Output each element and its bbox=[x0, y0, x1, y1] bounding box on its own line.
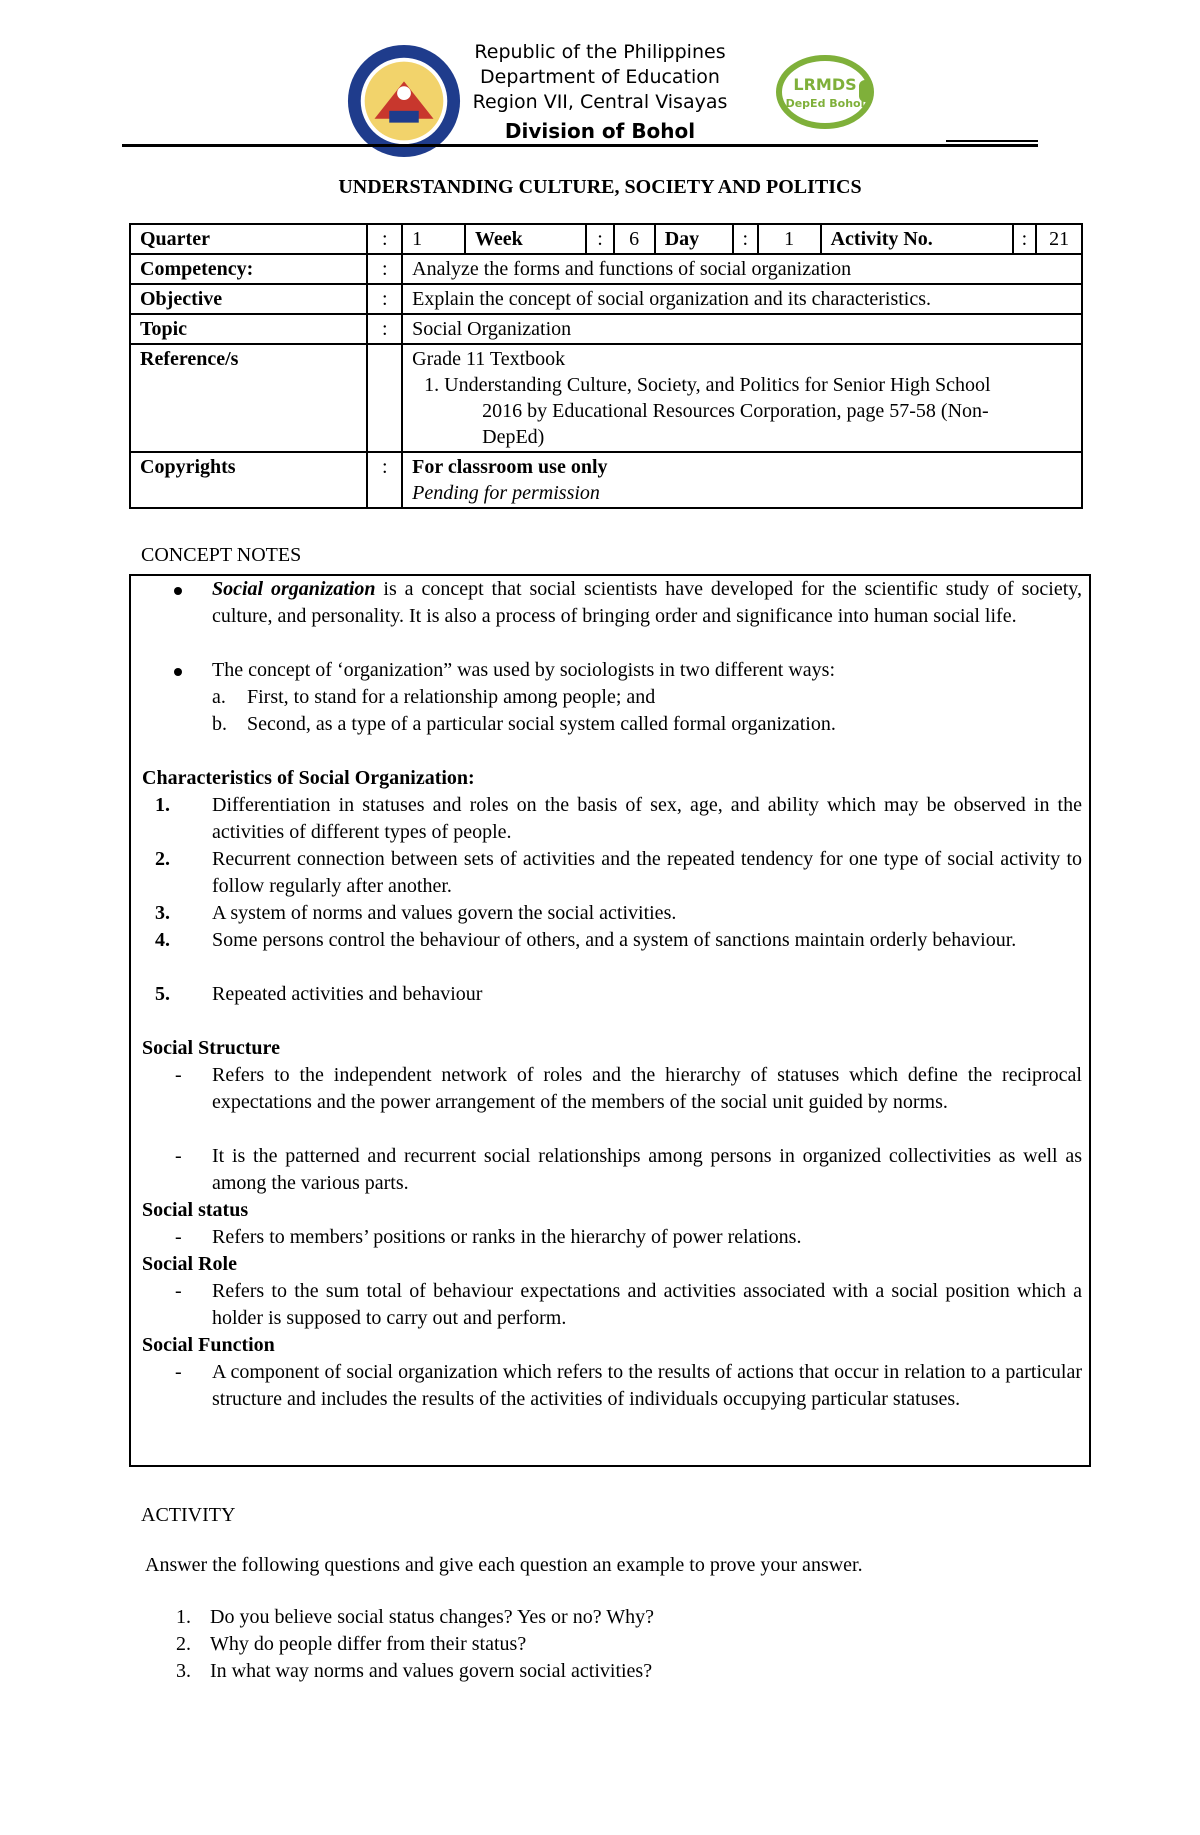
concept-bullet-1-text: is a concept that social scientists have developed for the scientific study of society, culture, and personality. It is also a process of bringing order and significance into human social life. bbox=[212, 578, 1082, 627]
copyrights-value bbox=[402, 452, 1082, 508]
reference-line: 2016 by Educational Resources Corporation, page 57-58 (Non- bbox=[482, 400, 989, 422]
svg-text:LRMDS: LRMDS bbox=[793, 75, 857, 94]
social-structure-item: It is the patterned and recurrent social relationships among persons in organized collectivities as well as among the various parts. bbox=[212, 1145, 1082, 1194]
question-number: 2. bbox=[176, 1633, 191, 1655]
reference-value bbox=[402, 344, 1082, 452]
sub-marker: b. bbox=[212, 713, 227, 735]
colon: : bbox=[367, 254, 402, 284]
social-role-heading: Social Role bbox=[142, 1253, 237, 1275]
topic-value: Social Organization bbox=[402, 314, 1082, 344]
header-divider bbox=[122, 144, 1038, 147]
dash-marker: - bbox=[175, 1280, 182, 1302]
header-block bbox=[430, 40, 770, 115]
question-number: 3. bbox=[176, 1660, 191, 1682]
info-row-quarter bbox=[130, 224, 1082, 254]
activity-value: 21 bbox=[1036, 224, 1082, 254]
header-region: Region VII, Central Visayas bbox=[472, 91, 728, 113]
question-text: In what way norms and values govern social activities? bbox=[210, 1660, 653, 1682]
characteristic-number: 3. bbox=[155, 902, 170, 924]
social-status-heading: Social status bbox=[142, 1199, 249, 1221]
characteristics-heading: Characteristics of Social Organization: bbox=[142, 767, 475, 789]
reference-line: 1. Understanding Culture, Society, and Politics for Senior High School bbox=[424, 374, 991, 396]
question-text: Do you believe social status changes? Yes or no? Why? bbox=[210, 1606, 654, 1628]
topic-label: Topic bbox=[130, 314, 367, 344]
week-value: 6 bbox=[614, 224, 655, 254]
colon: : bbox=[367, 452, 402, 508]
concept-bullet-2: The concept of ‘organization” was used by sociologists in two different ways: bbox=[212, 659, 835, 681]
characteristic-item: Recurrent connection between sets of activities and the repeated tendency for one type of social activity to follow regularly after another. bbox=[212, 848, 1082, 897]
characteristic-number: 5. bbox=[155, 983, 170, 1005]
activity-label: Activity No. bbox=[821, 224, 1013, 254]
dash-marker: - bbox=[175, 1145, 182, 1167]
copyrights-line: Pending for permission bbox=[412, 482, 600, 504]
characteristic-number: 2. bbox=[155, 848, 170, 870]
info-row-reference bbox=[130, 344, 1082, 452]
characteristic-item: Repeated activities and behaviour bbox=[212, 983, 483, 1005]
characteristic-item: Some persons control the behaviour of others, and a system of sanctions maintain orderly behaviour. bbox=[212, 929, 1017, 951]
concept-sub-a: First, to stand for a relationship among people; and bbox=[247, 686, 656, 708]
social-function-heading: Social Function bbox=[142, 1334, 275, 1356]
social-status-item: Refers to members’ positions or ranks in the hierarchy of power relations. bbox=[212, 1226, 802, 1248]
info-row-copyrights bbox=[130, 452, 1082, 508]
reference-label: Reference/s bbox=[130, 344, 367, 452]
concept-notes-heading: CONCEPT NOTES bbox=[141, 544, 302, 566]
info-table bbox=[129, 223, 1083, 509]
social-structure-heading: Social Structure bbox=[142, 1037, 280, 1059]
header-department: Department of Education bbox=[480, 66, 720, 88]
colon: : bbox=[1013, 224, 1037, 254]
social-function-item: A component of social organization which refers to the results of actions that occur in relation to a particular structure and includes the results of the activities of individuals occupying particular statuses. bbox=[212, 1361, 1082, 1410]
characteristic-item: Differentiation in statuses and roles on the basis of sex, age, and ability which may be observed in the activities of different types of people. bbox=[212, 794, 1082, 843]
objective-label: Objective bbox=[130, 284, 367, 314]
competency-label: Competency: bbox=[130, 254, 367, 284]
day-label: Day bbox=[655, 224, 733, 254]
day-value: 1 bbox=[758, 224, 821, 254]
page-title: UNDERSTANDING CULTURE, SOCIETY AND POLITICS bbox=[338, 176, 862, 198]
info-row-objective bbox=[130, 284, 1082, 314]
dash-marker: - bbox=[175, 1361, 182, 1383]
activity-instruction: Answer the following questions and give each question an example to prove your answer. bbox=[145, 1554, 863, 1576]
header-divider-accent bbox=[946, 140, 1038, 142]
reference-line: Grade 11 Textbook bbox=[412, 348, 566, 370]
info-row-competency bbox=[130, 254, 1082, 284]
characteristic-item: A system of norms and values govern the social activities. bbox=[212, 902, 677, 924]
characteristic-number: 1. bbox=[155, 794, 170, 816]
colon: : bbox=[733, 224, 758, 254]
social-structure-item: Refers to the independent network of roles and the hierarchy of statuses which define the reciprocal expectations and the power arrangement of the members of the social unit guided by norms. bbox=[212, 1064, 1082, 1113]
question-number: 1. bbox=[176, 1606, 191, 1628]
question-text: Why do people differ from their status? bbox=[210, 1633, 527, 1655]
social-organization-term: Social organization bbox=[212, 578, 376, 600]
info-row-topic bbox=[130, 314, 1082, 344]
objective-value: Explain the concept of social organization and its characteristics. bbox=[402, 284, 1082, 314]
social-role-item: Refers to the sum total of behaviour expectations and activities associated with a social position which a holder is supposed to carry out and perform. bbox=[212, 1280, 1082, 1329]
dash-marker: - bbox=[175, 1226, 182, 1248]
reference-line: DepEd) bbox=[482, 426, 545, 448]
bullet-icon bbox=[174, 668, 182, 676]
competency-value: Analyze the forms and functions of social organization bbox=[402, 254, 1082, 284]
copyrights-line: For classroom use only bbox=[412, 456, 608, 478]
concept-notes-box bbox=[129, 574, 1091, 1467]
colon: : bbox=[367, 284, 402, 314]
sub-marker: a. bbox=[212, 686, 226, 708]
quarter-value: 1 bbox=[402, 224, 465, 254]
colon: : bbox=[367, 224, 402, 254]
header-republic: Republic of the Philippines bbox=[474, 41, 726, 63]
header-division: Division of Bohol bbox=[504, 119, 696, 143]
lrmds-logo-icon bbox=[775, 52, 885, 132]
concept-sub-b: Second, as a type of a particular social system called formal organization. bbox=[247, 713, 836, 735]
week-label: Week bbox=[465, 224, 586, 254]
activity-heading: ACTIVITY bbox=[141, 1504, 236, 1526]
svg-text:DepEd Bohol: DepEd Bohol bbox=[785, 97, 865, 110]
colon: : bbox=[586, 224, 613, 254]
copyrights-label: Copyrights bbox=[130, 452, 367, 508]
bullet-icon bbox=[174, 587, 182, 595]
quarter-label: Quarter bbox=[130, 224, 367, 254]
concept-bullet-1 bbox=[212, 576, 1082, 630]
characteristic-number: 4. bbox=[155, 929, 170, 951]
dash-marker: - bbox=[175, 1064, 182, 1086]
colon: : bbox=[367, 314, 402, 344]
